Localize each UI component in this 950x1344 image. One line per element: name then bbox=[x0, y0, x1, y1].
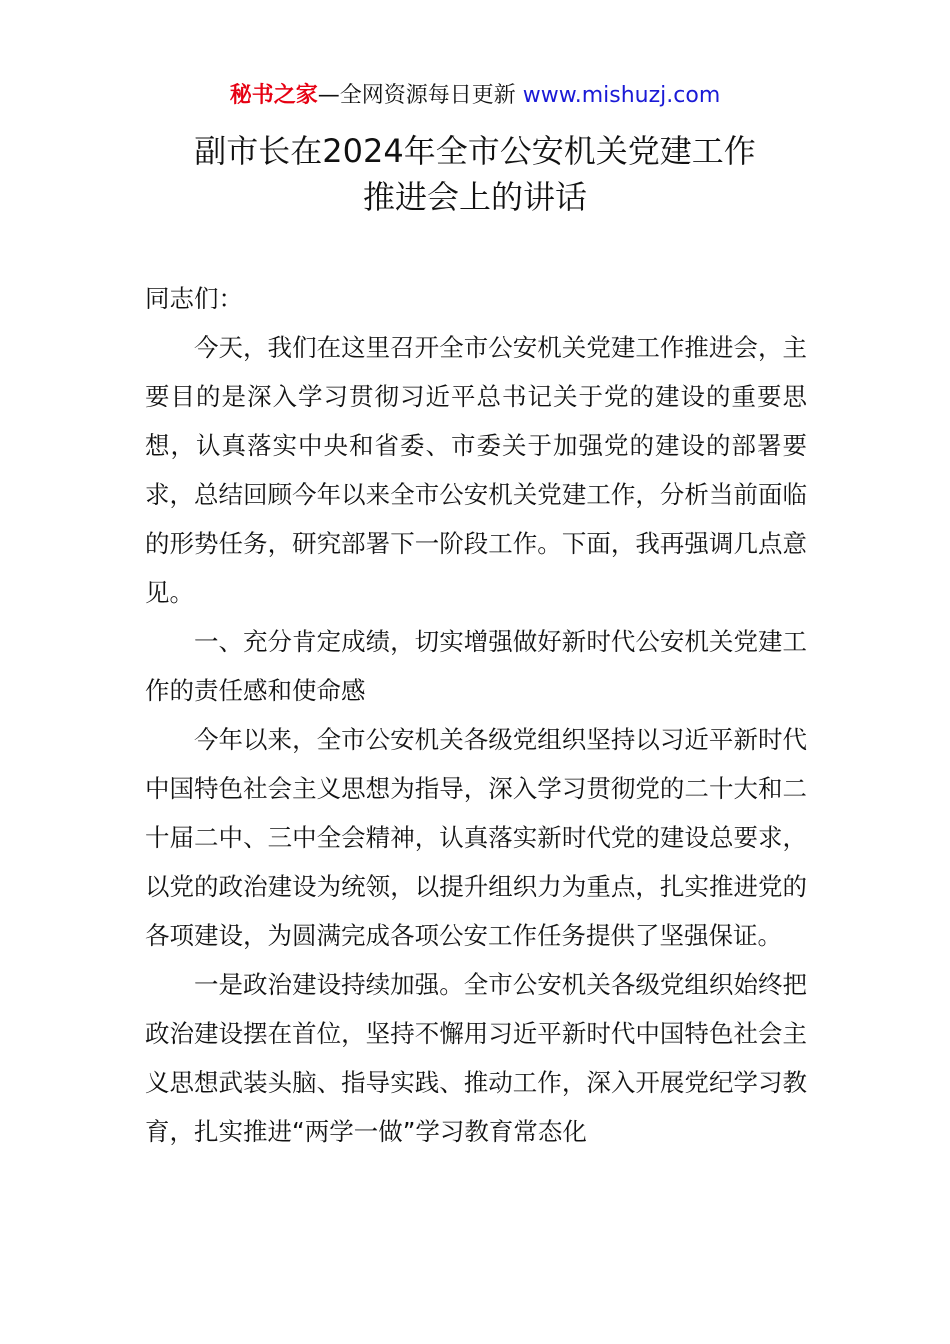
site-url-link[interactable]: www.mishuzj.com bbox=[522, 83, 721, 108]
site-header bbox=[0, 80, 950, 112]
site-name: 秘书之家 bbox=[229, 83, 318, 108]
paragraph-achievements: 今年以来，全市公安机关各级党组织坚持以习近平新时代中国特色社会主义思想为指导，深入学习贯彻党的二十大和二十届二中、三中全会精神，认真落实新时代党的建设总要求，以党的政治建设为统领，以提升组织力为重点，扎实推进党的各项建设，为圆满完成各项公安工作任务提供了坚强保证。 bbox=[145, 725, 807, 950]
document-title bbox=[0, 128, 950, 220]
title-line-2: 推进会上的讲话 bbox=[362, 178, 587, 216]
paragraph-political-building: 一是政治建设持续加强。全市公安机关各级党组织始终把政治建设摆在首位，坚持不懈用习近平新时代中国特色社会主义思想武装头脑、指导实践、推动工作，深入开展党纪学习教育，扎实推进“两学一做”学习教育常态化 bbox=[145, 970, 807, 1146]
document-body bbox=[145, 274, 807, 1156]
salutation: 同志们： bbox=[145, 284, 243, 313]
paragraph-intro: 今天，我们在这里召开全市公安机关党建工作推进会，主要目的是深入学习贯彻习近平总书记关于党的建设的重要思想，认真落实中央和省委、市委关于加强党的建设的部署要求，总结回顾今年以来全市公安机关党建工作，分析当前面临的形势任务，研究部署下一阶段工作。下面，我再强调几点意见。 bbox=[145, 333, 807, 607]
site-tagline: —全网资源每日更新 bbox=[317, 83, 516, 108]
title-line-1: 副市长在2024年全市公安机关党建工作 bbox=[194, 132, 756, 170]
section-heading-1: 一、充分肯定成绩，切实增强做好新时代公安机关党建工作的责任感和使命感 bbox=[145, 627, 807, 705]
